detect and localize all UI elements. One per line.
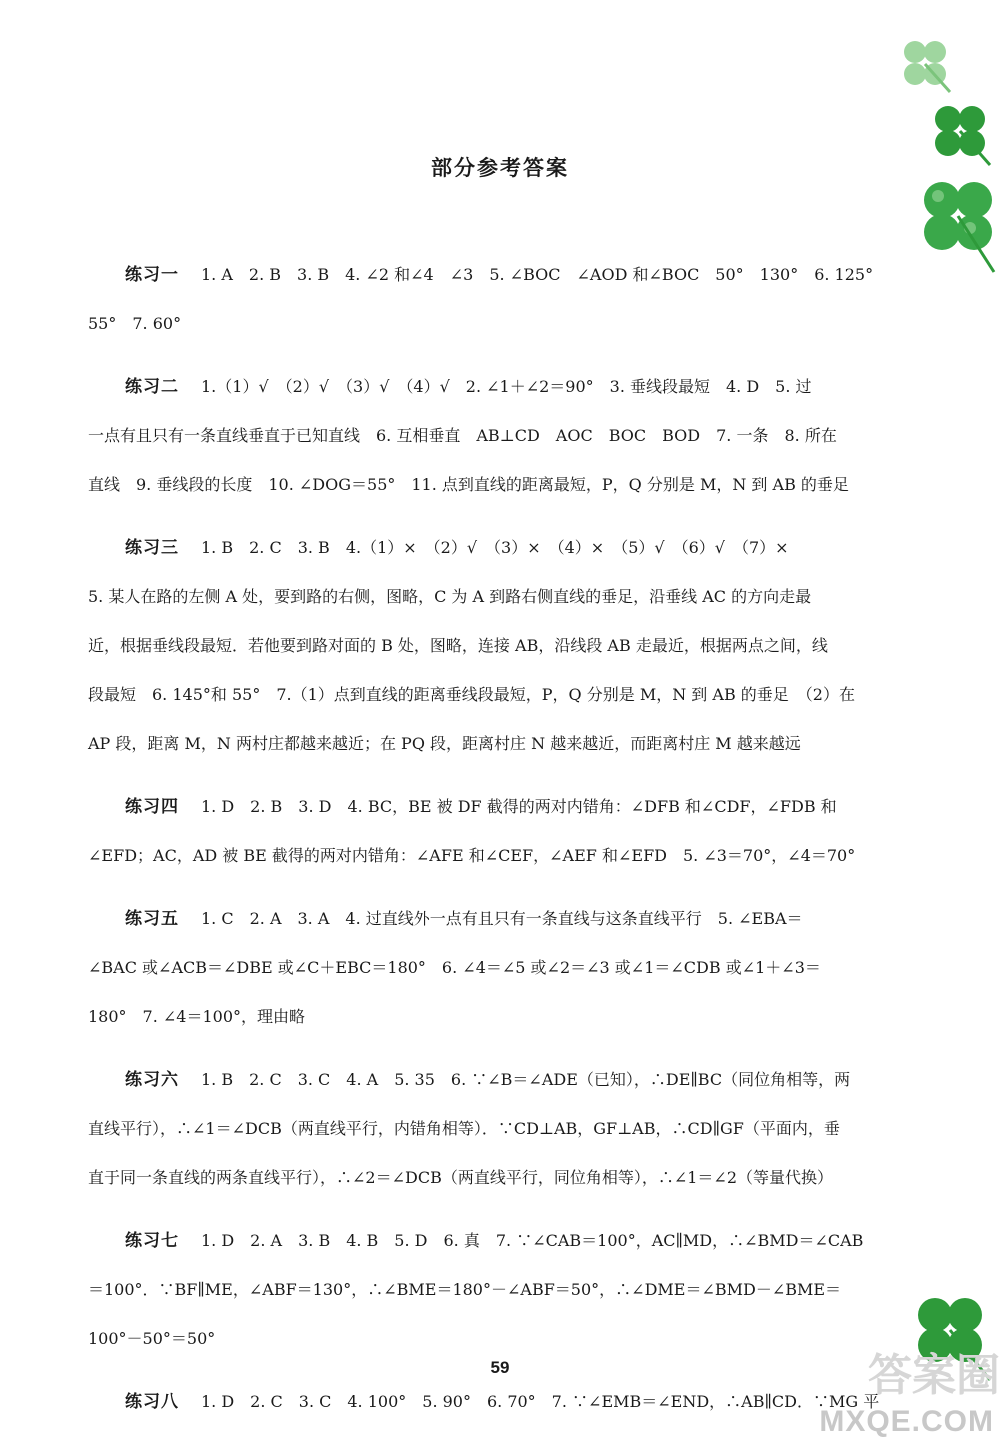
- answer-text: 近，根据垂线段最短．若他要到路对面的 B 处，图略，连接 AB，沿线段 AB 走最近，根据两点之间，线: [88, 636, 828, 655]
- answer-text: 55° 7. 60°: [88, 314, 182, 333]
- exercise-section: [88, 362, 906, 509]
- answer-text: 1. B 2. C 3. B 4.（1）× （2）√ （3）× （4）× （5）√ （6）√ （7）×: [201, 538, 789, 557]
- exercise-heading: 练习七: [125, 1231, 179, 1251]
- page-title: 部分参考答案: [431, 156, 569, 180]
- exercise-section: [88, 894, 906, 1041]
- exercise-section: [88, 1377, 906, 1426]
- text-line: [88, 782, 906, 831]
- exercise-section: [88, 1216, 906, 1363]
- exercise-heading: 练习一: [125, 265, 179, 285]
- answer-text: 1. A 2. B 3. B 4. ∠2 和∠4 ∠3 5. ∠BOC ∠AOD 和∠BOC 50° 130° 6. 125°: [201, 265, 874, 284]
- exercise-heading: 练习四: [125, 797, 179, 817]
- answer-text: 100°－50°＝50°: [88, 1329, 216, 1348]
- answer-text: 段最短 6. 145°和 55° 7.（1）点到直线的距离垂线段最短，P，Q 分别是 M，N 到 AB 的垂足 （2）在: [88, 685, 855, 704]
- answer-text: 1.（1）√ （2）√ （3）√ （4）√ 2. ∠1＋∠2＝90° 3. 垂线段最短 4. D 5. 过: [201, 377, 812, 396]
- answer-text: 直线平行），∴∠1＝∠DCB（两直线平行，内错角相等）．∵CD⊥AB，GF⊥AB，∴CD∥GF（平面内，垂: [88, 1119, 840, 1138]
- text-line: [88, 894, 906, 943]
- answer-text: AP 段，距离 M，N 两村庄都越来越近；在 PQ 段，距离村庄 N 越来越近，而距离村庄 M 越来越远: [88, 734, 801, 753]
- page-number: 59: [490, 1358, 510, 1377]
- answer-text: 1. C 2. A 3. A 4. 过直线外一点有且只有一条直线与这条直线平行 5. ∠EBA＝: [201, 909, 803, 928]
- watermark-text: MXQE.COM: [819, 1405, 994, 1438]
- answer-text: ＝100°．∵BF∥ME，∠ABF＝130°，∴∠BME＝180°－∠ABF＝50°，∴∠DME＝∠BMD－∠BME＝: [88, 1280, 842, 1299]
- text-line: [88, 250, 906, 299]
- answer-text: ∠BAC 或∠ACB＝∠DBE 或∠C＋EBC＝180° 6. ∠4＝∠5 或∠2＝∠3 或∠1＝∠CDB 或∠1＋∠3＝: [88, 958, 821, 977]
- exercise-section: [88, 1055, 906, 1202]
- answer-text: 180° 7. ∠4＝100°，理由略: [88, 1007, 306, 1026]
- exercise-heading: 练习五: [125, 909, 179, 929]
- text-line: [88, 1055, 906, 1104]
- answer-text: 直线 9. 垂线段的长度 10. ∠DOG＝55° 11. 点到直线的距离最短，P，Q 分别是 M，N 到 AB 的垂足: [88, 475, 849, 494]
- exercise-section: [88, 250, 906, 348]
- answer-text: 1. D 2. C 3. C 4. 100° 5. 90° 6. 70° 7. ∵∠EMB＝∠END，∴AB∥CD．∵MG 平: [201, 1392, 880, 1411]
- answer-content: [88, 250, 906, 1440]
- answer-text: 1. D 2. B 3. D 4. BC，BE 被 DF 截得的两对内错角：∠DFB 和∠CDF，∠FDB 和: [201, 797, 837, 816]
- answer-text: 直于同一条直线的两条直线平行），∴∠2＝∠DCB（两直线平行，同位角相等），∴∠1＝∠2（等量代换）: [88, 1168, 833, 1187]
- clover-decoration-large-icon: [908, 168, 1000, 278]
- answer-text: 1. D 2. A 3. B 4. B 5. D 6. 真 7. ∵∠CAB＝100°，AC∥MD，∴∠BMD＝∠CAB: [201, 1231, 864, 1250]
- exercise-section: [88, 782, 906, 880]
- exercise-heading: 练习六: [125, 1070, 179, 1090]
- answer-text: 1. B 2. C 3. C 4. A 5. 35 6. ∵∠B＝∠ADE（已知），∴DE∥BC（同位角相等，两: [201, 1070, 851, 1089]
- text-line: [88, 1377, 906, 1426]
- answer-text: 5. 某人在路的左侧 A 处，要到路的右侧，图略，C 为 A 到路右侧直线的垂足，沿垂线 AC 的方向走最: [88, 587, 812, 606]
- answer-text: 一点有且只有一条直线垂直于已知直线 6. 互相垂直 AB⊥CD AOC BOC BOD 7. 一条 8. 所在: [88, 426, 837, 445]
- watermark-logo: 答案圈: [868, 1350, 1000, 1401]
- text-line: [88, 523, 906, 572]
- exercise-heading: 练习八: [125, 1392, 179, 1412]
- clover-decoration-small-icon: [890, 30, 960, 100]
- exercise-heading: 练习二: [125, 377, 179, 397]
- text-line: [88, 1216, 906, 1265]
- exercise-heading: 练习三: [125, 538, 179, 558]
- text-line: [88, 362, 906, 411]
- answer-text: ∠EFD；AC，AD 被 BE 截得的两对内错角：∠AFE 和∠CEF，∠AEF 和∠EFD 5. ∠3＝70°，∠4＝70°: [88, 846, 856, 865]
- exercise-section: [88, 523, 906, 768]
